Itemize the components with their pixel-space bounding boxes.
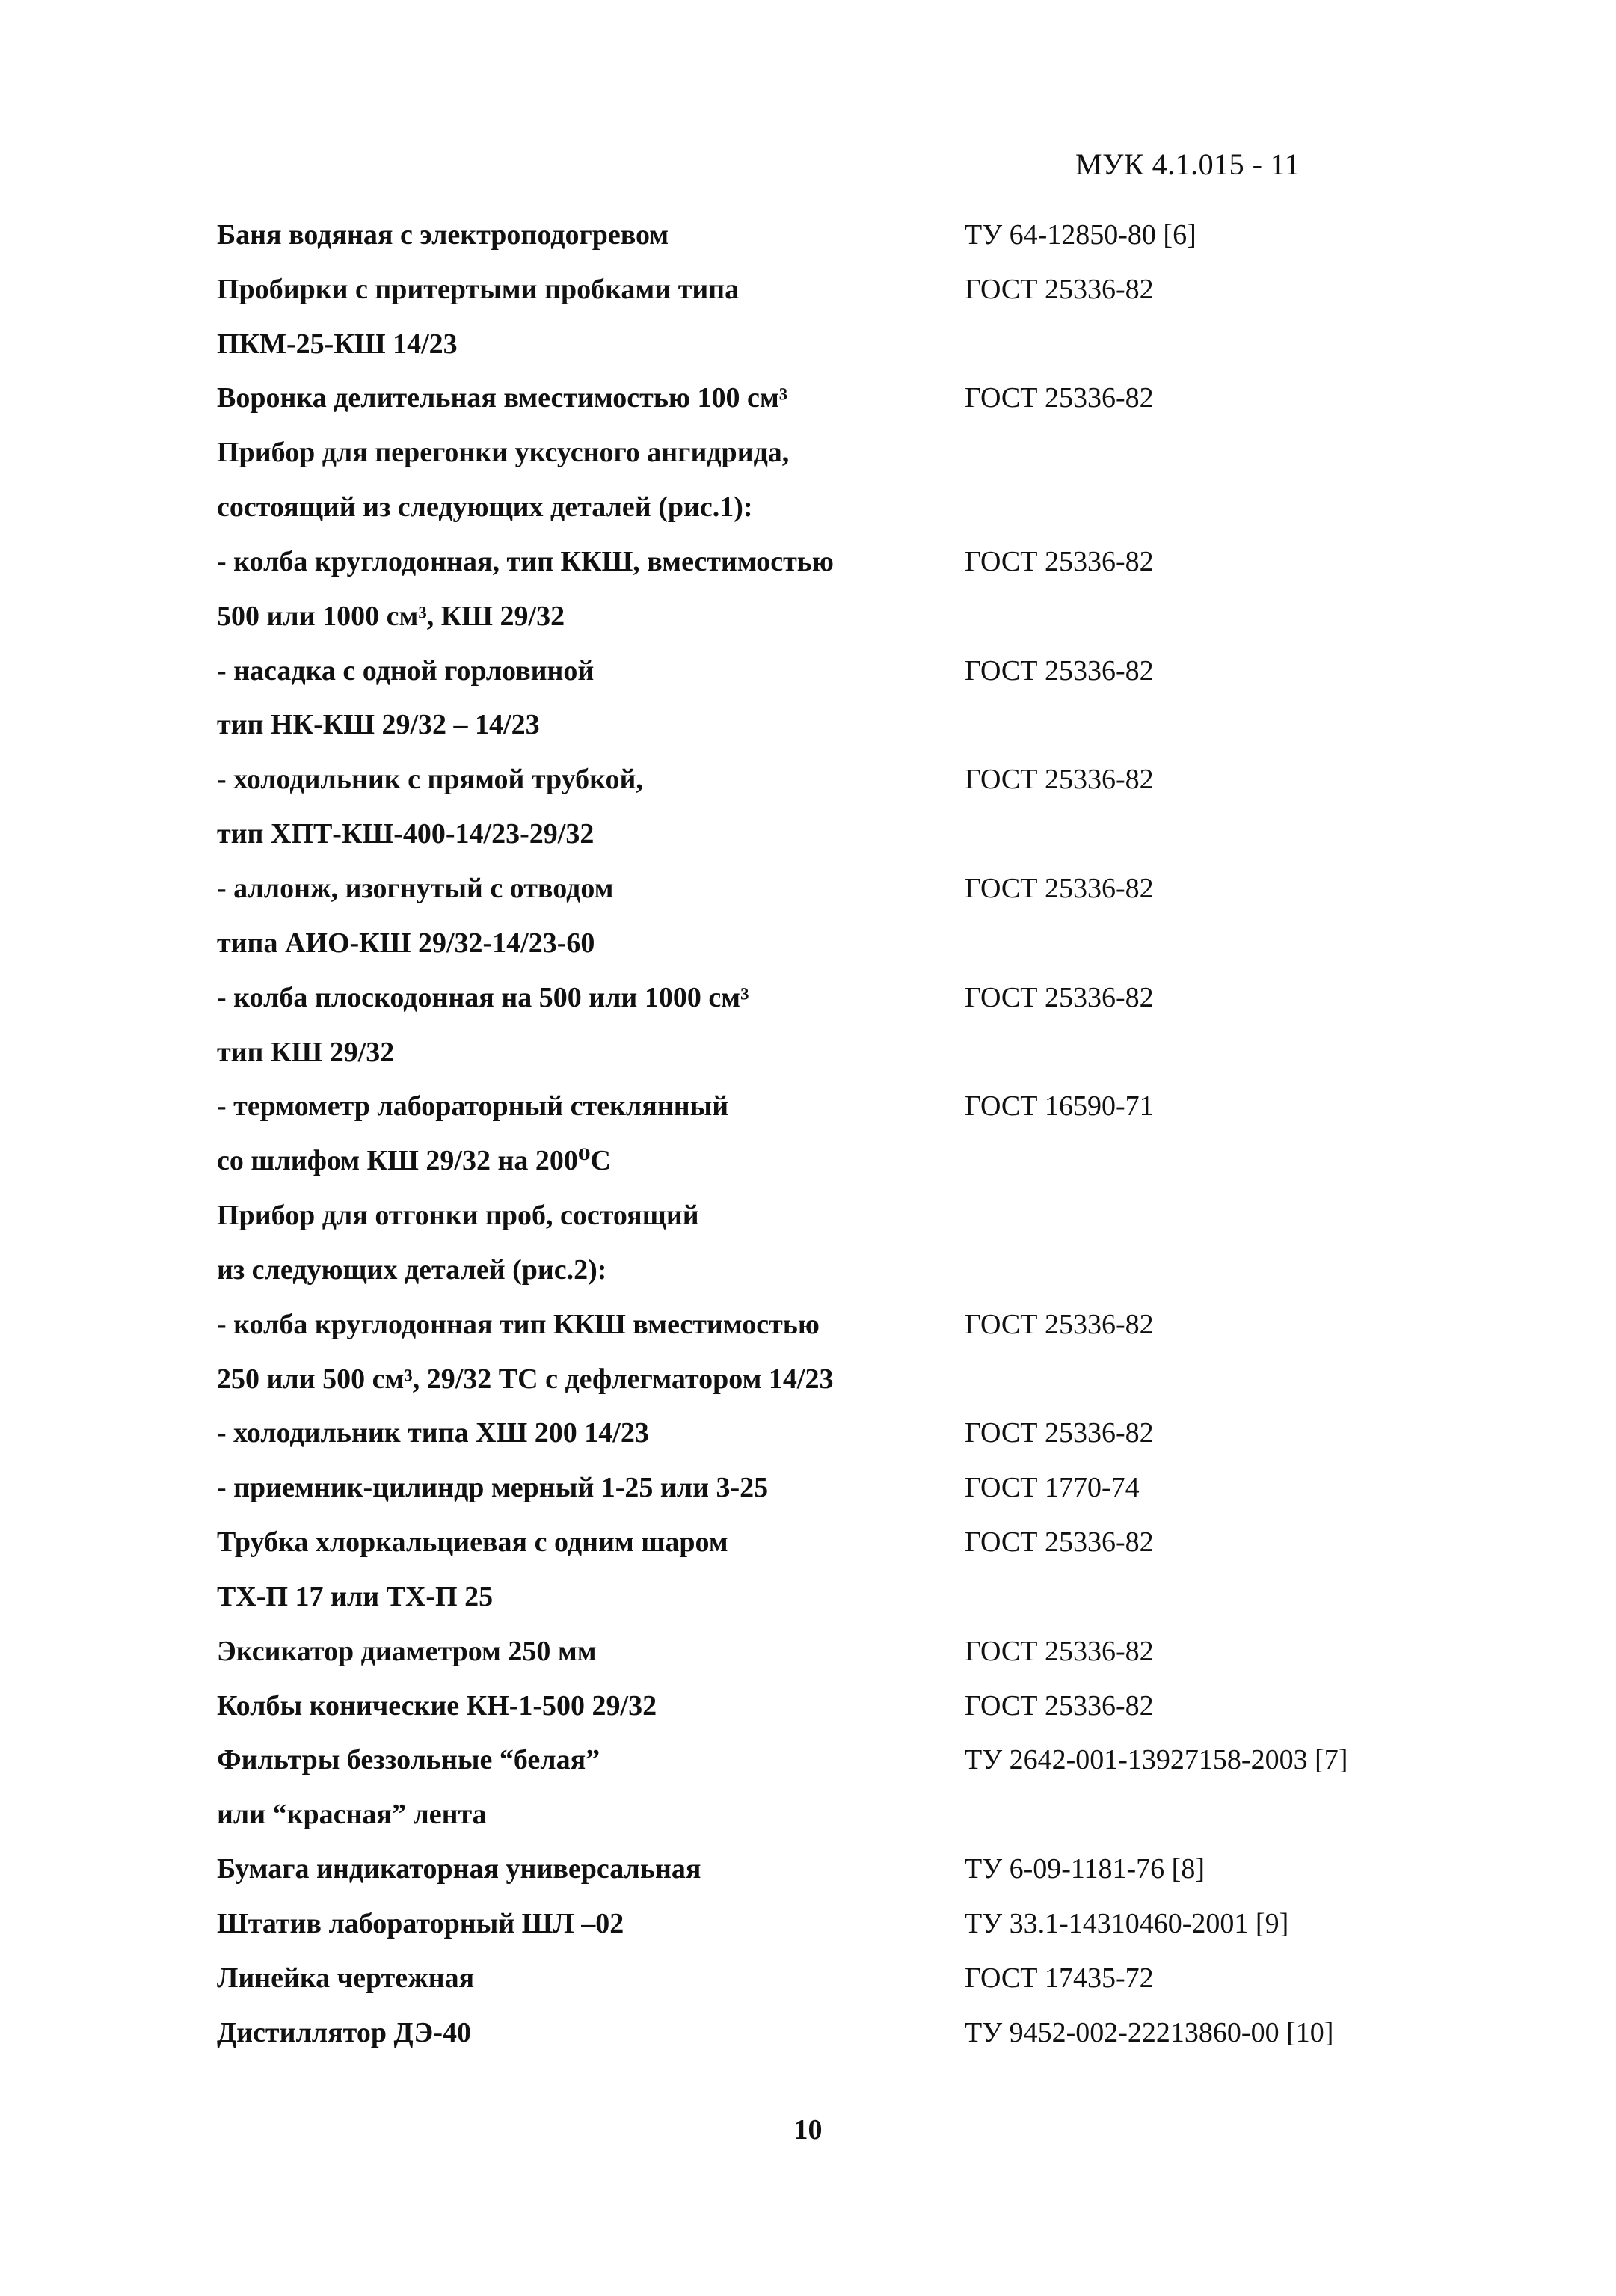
list-item (217, 257, 1578, 311)
item-standard: ГОСТ 25336-82 (965, 545, 1154, 577)
list-item (217, 1509, 1578, 1564)
equipment-list (217, 202, 1578, 2054)
item-standard: ТУ 6-09-1181-76 [8] (965, 1853, 1205, 1885)
item-standard: ГОСТ 1770-74 (965, 1472, 1140, 1504)
item-standard: ГОСТ 25336-82 (965, 1635, 1154, 1667)
list-item (217, 746, 1578, 801)
item-standard: ТУ 33.1-14310460-2001 [9] (965, 1908, 1289, 1939)
list-item (217, 1455, 1578, 1509)
item-description: Пробирки с притертыми пробками типа (217, 273, 740, 305)
item-description: 500 или 1000 см³, КШ 29/32 (217, 600, 565, 632)
document-code: МУК 4.1.015 - 11 (1075, 147, 1300, 181)
item-description: тип КШ 29/32 (217, 1036, 395, 1068)
list-item (217, 1728, 1578, 1782)
item-standard: ТУ 64-12850-80 [6] (965, 218, 1196, 251)
page-number: 10 (793, 2114, 823, 2146)
list-item (217, 1237, 1578, 1292)
item-description: или “красная” лента (217, 1799, 487, 1831)
item-standard: ГОСТ 25336-82 (965, 382, 1154, 414)
list-item (217, 910, 1578, 965)
item-standard: ГОСТ 25336-82 (965, 1526, 1154, 1559)
item-description: из следующих деталей (рис.2): (217, 1253, 607, 1286)
list-item (217, 202, 1578, 257)
list-item (217, 1891, 1578, 1945)
list-item (217, 529, 1578, 583)
item-description: ПКМ-25-КШ 14/23 (217, 328, 458, 360)
item-description: - насадка с одной горловиной (217, 654, 595, 687)
item-description: состоящий из следующих деталей (рис.1): (217, 491, 753, 524)
item-standard: ГОСТ 25336-82 (965, 273, 1154, 305)
list-item (217, 1401, 1578, 1455)
list-item (217, 366, 1578, 420)
list-item (217, 1182, 1578, 1237)
item-description: Трубка хлоркальциевая с одним шаром (217, 1526, 728, 1559)
item-description: - колба круглодонная, тип ККШ, вместимостью (217, 545, 834, 577)
item-description: тип НК-КШ 29/32 – 14/23 (217, 709, 540, 741)
list-item (217, 693, 1578, 747)
list-item (217, 420, 1578, 474)
list-item (217, 583, 1578, 638)
list-item (217, 1292, 1578, 1346)
list-item (217, 1673, 1578, 1728)
list-item (217, 1074, 1578, 1129)
list-item (217, 474, 1578, 529)
item-description: Прибор для отгонки проб, состоящий (217, 1200, 699, 1232)
list-item (217, 1618, 1578, 1673)
item-description: Баня водяная с электроподогревом (217, 218, 669, 251)
item-description: - холодильник типа ХШ 200 14/23 (217, 1417, 649, 1449)
item-description: тип ХПТ-КШ-400-14/23-29/32 (217, 818, 595, 850)
item-description: - аллонж, изогнутый с отводом (217, 872, 614, 904)
item-description: - колба круглодонная тип ККШ вместимостью (217, 1308, 820, 1340)
item-description: Эксикатор диаметром 250 мм (217, 1635, 597, 1667)
item-description: Колбы конические КН-1-500 29/32 (217, 1689, 657, 1722)
item-standard: ГОСТ 25336-82 (965, 981, 1154, 1013)
item-description: - приемник-цилиндр мерный 1-25 или 3-25 (217, 1472, 769, 1504)
item-standard: ГОСТ 25336-82 (965, 1308, 1154, 1340)
item-description: - холодильник с прямой трубкой, (217, 764, 643, 796)
item-description: 250 или 500 см³, 29/32 ТС с дефлегматором 14/23 (217, 1363, 834, 1395)
item-description: Штатив лабораторный ШЛ –02 (217, 1908, 624, 1939)
item-description: Прибор для перегонки уксусного ангидрида, (217, 437, 790, 469)
item-description: Воронка делительная вместимостью 100 см³ (217, 382, 788, 414)
item-standard: ТУ 9452-002-22213860-00 [10] (965, 2016, 1334, 2048)
list-item (217, 856, 1578, 910)
item-description: со шлифом КШ 29/32 на 200⁰С (217, 1145, 611, 1177)
list-item (217, 311, 1578, 366)
item-standard: ГОСТ 25336-82 (965, 654, 1154, 687)
list-item (217, 1945, 1578, 2000)
item-description: - колба плоскодонная на 500 или 1000 см³ (217, 981, 749, 1013)
list-item (217, 2000, 1578, 2054)
list-item (217, 1781, 1578, 1836)
list-item (217, 1019, 1578, 1074)
item-standard: ГОСТ 25336-82 (965, 1689, 1154, 1722)
item-standard: ГОСТ 25336-82 (965, 764, 1154, 796)
item-standard: ГОСТ 16590-71 (965, 1090, 1154, 1123)
item-description: Бумага индикаторная универсальная (217, 1853, 701, 1885)
list-item (217, 965, 1578, 1019)
item-description: ТХ-П 17 или ТХ-П 25 (217, 1580, 494, 1612)
item-description: Линейка чертежная (217, 1962, 475, 1994)
list-item (217, 638, 1578, 693)
list-item (217, 1564, 1578, 1618)
item-description: Дистиллятор ДЭ-40 (217, 2016, 471, 2048)
list-item (217, 801, 1578, 856)
item-standard: ГОСТ 17435-72 (965, 1962, 1154, 1994)
item-standard: ТУ 2642-001-13927158-2003 [7] (965, 1744, 1348, 1776)
item-description: - термометр лабораторный стеклянный (217, 1090, 729, 1123)
item-description: Фильтры беззольные “белая” (217, 1744, 600, 1776)
list-item (217, 1836, 1578, 1891)
item-standard: ГОСТ 25336-82 (965, 1417, 1154, 1449)
list-item (217, 1128, 1578, 1182)
list-item (217, 1346, 1578, 1401)
item-standard: ГОСТ 25336-82 (965, 872, 1154, 904)
item-description: типа АИО-КШ 29/32-14/23-60 (217, 927, 595, 959)
